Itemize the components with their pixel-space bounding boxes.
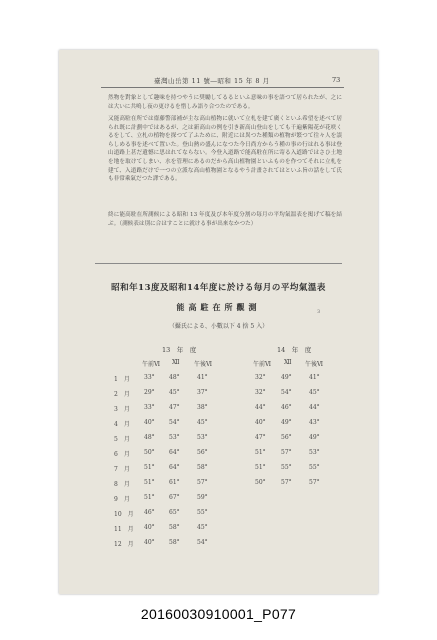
temp-cell: 51° bbox=[144, 479, 155, 486]
temp-cell: 58° bbox=[169, 539, 180, 546]
month-cell: 9 月 bbox=[114, 496, 130, 503]
paragraph-2: 又能高駐在所では齋藤警部補が主な高山植物に就いて立札を建て廣くといふ希望を述べて居られ既に計劃中ではあるが、之は新高山の例を引き新高山登山をしても千遍紫陽花が花咲くるをして、立札の植物を探つて了ふために、附近には異つた種類の植物が繁つて往々人を誤らしめる事を述べて置いた。登山熱の盛んになつた今日尚方からう種の事の行はれる事は登山道路上甚だ遺憾に思はれてならない。今登入道路で能高駐在所に寄る入道路ではさひ土地を地を取けてしまい、水を管理にあるのだから高山植物園といふものを作つてそれに立札を建て、入道路だけで一つの立派な高山植物園となるやう計畫されてはといふ旨の話をして氏も非常乘氣だつた譯である。 bbox=[108, 116, 342, 183]
temp-cell: 57° bbox=[281, 449, 292, 456]
temp-cell: 54° bbox=[281, 389, 292, 396]
temp-cell: 44° bbox=[309, 404, 320, 411]
month-cell: 3 月 bbox=[114, 406, 130, 413]
temp-cell: 54° bbox=[169, 419, 180, 426]
month-cell: 10 月 bbox=[114, 511, 134, 518]
header-title: 臺灣山岳第 11 號―昭和 15 年 8 月 bbox=[154, 77, 270, 85]
temp-cell: 58° bbox=[169, 524, 180, 531]
temp-cell: 65° bbox=[169, 509, 180, 516]
table-row bbox=[59, 464, 378, 478]
col-head-pm-1: 午後Ⅵ bbox=[194, 361, 213, 368]
temp-cell: 29° bbox=[144, 389, 155, 396]
temp-cell: 47° bbox=[169, 404, 180, 411]
temp-cell: 48° bbox=[144, 434, 155, 441]
temp-cell: 55° bbox=[281, 464, 292, 471]
temp-cell: 38° bbox=[197, 404, 208, 411]
temp-cell: 53° bbox=[169, 434, 180, 441]
table-row bbox=[59, 524, 378, 538]
col-head-pm-2: 午後Ⅵ bbox=[305, 361, 324, 368]
table-row bbox=[59, 389, 378, 403]
col-head-am-1: 午前Ⅵ bbox=[142, 361, 161, 368]
temp-cell: 50° bbox=[255, 479, 266, 486]
year-heading-1: 13 年 度 bbox=[162, 346, 197, 354]
table-row bbox=[59, 374, 378, 388]
temp-cell: 61° bbox=[169, 479, 180, 486]
temp-cell: 58° bbox=[197, 464, 208, 471]
temp-cell: 64° bbox=[169, 449, 180, 456]
temp-cell: 51° bbox=[144, 494, 155, 501]
temp-cell: 40° bbox=[144, 419, 155, 426]
temp-cell: 33° bbox=[144, 374, 155, 381]
temp-cell: 49° bbox=[281, 419, 292, 426]
table-row bbox=[59, 479, 378, 493]
table-row bbox=[59, 404, 378, 418]
month-cell: 1 月 bbox=[114, 376, 130, 383]
page-number: 73 bbox=[332, 76, 341, 84]
temp-cell: 32° bbox=[255, 389, 266, 396]
section-divider bbox=[95, 263, 342, 264]
month-cell: 4 月 bbox=[114, 421, 130, 428]
col-head-noon-1: Ⅻ bbox=[172, 359, 180, 366]
temp-cell: 33° bbox=[144, 404, 155, 411]
col-head-noon-2: Ⅻ bbox=[284, 359, 292, 366]
col-head-am-2: 午前Ⅵ bbox=[253, 361, 272, 368]
table-row bbox=[59, 449, 378, 463]
temp-cell: 51° bbox=[255, 449, 266, 456]
temp-cell: 45° bbox=[169, 389, 180, 396]
temp-cell: 56° bbox=[281, 434, 292, 441]
temp-cell: 67° bbox=[169, 494, 180, 501]
table-note: （攝氏による、小數以下 4 捨 5 入） bbox=[168, 323, 269, 330]
table-row bbox=[59, 494, 378, 508]
margin-mark: з bbox=[317, 308, 321, 315]
month-cell: 11 月 bbox=[114, 526, 134, 533]
temp-cell: 40° bbox=[144, 539, 155, 546]
temp-cell: 43° bbox=[309, 419, 320, 426]
temp-cell: 46° bbox=[281, 404, 292, 411]
temp-cell: 51° bbox=[144, 464, 155, 471]
month-cell: 7 月 bbox=[114, 466, 130, 473]
temp-cell: 40° bbox=[144, 524, 155, 531]
temp-cell: 45° bbox=[197, 524, 208, 531]
month-cell: 12 月 bbox=[114, 541, 134, 548]
temp-cell: 41° bbox=[197, 374, 208, 381]
year-heading-2: 14 年 度 bbox=[277, 346, 312, 354]
table-row bbox=[59, 419, 378, 433]
temp-cell: 57° bbox=[309, 479, 320, 486]
temp-cell: 47° bbox=[255, 434, 266, 441]
temp-cell: 32° bbox=[255, 374, 266, 381]
table-station: 能高駐在所觀測 bbox=[176, 302, 261, 312]
temp-cell: 49° bbox=[309, 434, 320, 441]
month-cell: 5 月 bbox=[114, 436, 130, 443]
table-row bbox=[59, 509, 378, 523]
table-row bbox=[59, 434, 378, 448]
header-divider bbox=[101, 87, 344, 88]
temp-cell: 49° bbox=[281, 374, 292, 381]
month-cell: 6 月 bbox=[114, 451, 130, 458]
temp-cell: 44° bbox=[255, 404, 266, 411]
table-title: 昭和年13度及昭和14年度に於ける毎月の平均氣溫表 bbox=[111, 283, 326, 293]
temp-cell: 46° bbox=[144, 509, 155, 516]
month-cell: 2 月 bbox=[114, 391, 130, 398]
temp-cell: 53° bbox=[309, 449, 320, 456]
document-page bbox=[59, 50, 378, 594]
temp-cell: 40° bbox=[255, 419, 266, 426]
temp-cell: 55° bbox=[197, 509, 208, 516]
month-cell: 8 月 bbox=[114, 481, 130, 488]
temp-cell: 45° bbox=[309, 389, 320, 396]
temp-cell: 45° bbox=[197, 419, 208, 426]
temp-cell: 59° bbox=[197, 494, 208, 501]
temp-cell: 64° bbox=[169, 464, 180, 471]
temp-cell: 48° bbox=[169, 374, 180, 381]
paragraph-3: 終に能高駐在所測候による昭和 13 年度及び本年度分割の毎月の平均氣溫表を掲げて稿を結ぶ。（測候表は別に合はすことに就ける事が出來なかつた） bbox=[108, 212, 342, 227]
temp-cell: 54° bbox=[197, 539, 208, 546]
temp-cell: 41° bbox=[309, 374, 320, 381]
temp-cell: 55° bbox=[309, 464, 320, 471]
paragraph-1: 然物を對象として趣味を持つやうに奨勵してるるといふ意味の事を語つて居られたが、之には大いに共鳴し夜の更けるを惜しみ語り合つたのである。 bbox=[108, 95, 342, 110]
temp-cell: 56° bbox=[197, 449, 208, 456]
temp-cell: 57° bbox=[197, 479, 208, 486]
temp-cell: 51° bbox=[255, 464, 266, 471]
table-row bbox=[59, 539, 378, 553]
temp-cell: 37° bbox=[197, 389, 208, 396]
image-caption: 20160030910001_P077 bbox=[140, 606, 297, 622]
temp-cell: 50° bbox=[144, 449, 155, 456]
temp-cell: 57° bbox=[281, 479, 292, 486]
temp-cell: 53° bbox=[197, 434, 208, 441]
